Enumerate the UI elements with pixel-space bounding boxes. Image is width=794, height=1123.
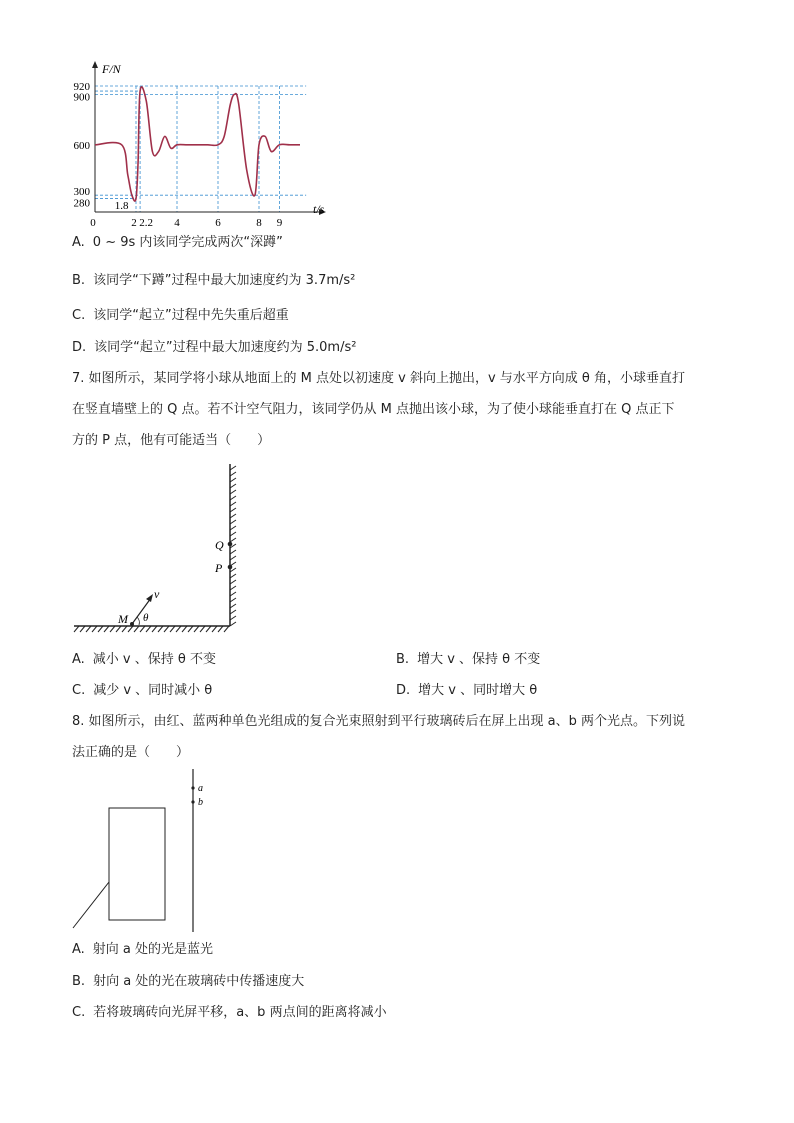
y-tick-label: 300 bbox=[73, 186, 90, 199]
option-label: B. bbox=[72, 273, 86, 288]
force-curve bbox=[95, 87, 300, 201]
q8-stem-line-2: 法正确的是（ ） bbox=[72, 745, 190, 760]
glass-brick bbox=[109, 808, 165, 920]
wall-hatch-mark bbox=[230, 508, 236, 512]
q7-option-b[interactable] bbox=[396, 651, 540, 669]
point-q bbox=[228, 542, 233, 547]
y-axis-arrow bbox=[92, 61, 98, 68]
wall-hatch-mark bbox=[230, 532, 236, 536]
ground-hatch-mark bbox=[110, 626, 115, 632]
wall-hatch-mark bbox=[230, 466, 236, 470]
ground-hatch-mark bbox=[92, 626, 97, 632]
wall-hatch-mark bbox=[230, 484, 236, 488]
x-tick-label: 8 bbox=[256, 217, 262, 229]
option-text: 减小 v 、保持 θ 不变 bbox=[92, 652, 216, 667]
option-text: 增大 v 、保持 θ 不变 bbox=[417, 652, 541, 667]
y-axis-label: F/N bbox=[102, 62, 121, 76]
ground-hatch-mark bbox=[86, 626, 91, 632]
q8-stem-line-1: 8. 如图所示，由红、蓝两种单色光组成的复合光束照射到平行玻璃砖后在屏上出现 a、b 两个光点。下列说 bbox=[72, 714, 686, 729]
label-a: a bbox=[198, 783, 203, 794]
y-tick-label: 600 bbox=[73, 139, 90, 152]
option-text: 0 ~ 9s 内该同学完成两次“深蹲” bbox=[92, 235, 283, 250]
wall-hatch-mark bbox=[230, 556, 236, 560]
q7-option-c[interactable] bbox=[72, 682, 212, 700]
option-text: 射向 a 处的光在玻璃砖中传播速度大 bbox=[93, 974, 305, 989]
x-tick-label: 1.8 bbox=[114, 200, 129, 212]
option-label: D. bbox=[72, 340, 87, 355]
option-text: 该同学“起立”过程中先失重后超重 bbox=[93, 308, 289, 323]
q7-option-a[interactable] bbox=[72, 651, 216, 669]
wall-hatch-mark bbox=[230, 478, 236, 482]
ground-hatch-mark bbox=[98, 626, 103, 632]
wall-hatch-mark bbox=[230, 550, 236, 554]
velocity-arrowhead bbox=[146, 594, 153, 602]
ground-hatch-mark bbox=[200, 626, 205, 632]
q8-option-c[interactable] bbox=[72, 1004, 387, 1022]
label-theta: θ bbox=[143, 612, 149, 624]
label-q: Q bbox=[215, 538, 224, 552]
ground-hatch-mark bbox=[152, 626, 157, 632]
option-label: C. bbox=[72, 308, 86, 323]
label-v: v bbox=[154, 587, 160, 601]
ground-hatch-mark bbox=[134, 626, 139, 632]
wall-hatch-mark bbox=[230, 598, 236, 602]
y-tick-label: 280 bbox=[73, 197, 90, 210]
wall-hatch-mark bbox=[230, 472, 236, 476]
option-label: A. bbox=[72, 652, 85, 667]
x-tick-label: 9 bbox=[276, 217, 283, 229]
wall-hatch-mark bbox=[230, 574, 236, 578]
x-tick-label: 0 bbox=[90, 217, 96, 229]
wall-hatch-mark bbox=[230, 610, 236, 614]
wall-hatch-mark bbox=[230, 586, 236, 590]
point-p bbox=[228, 565, 233, 570]
ground-hatch-mark bbox=[116, 626, 121, 632]
q6-option-d[interactable] bbox=[72, 339, 356, 357]
option-text: 增大 v 、同时增大 θ bbox=[418, 683, 538, 698]
ground-hatch-mark bbox=[170, 626, 175, 632]
ground-hatch-mark bbox=[128, 626, 133, 632]
projectile-wall-figure bbox=[72, 462, 252, 637]
x-axis-label: t/s bbox=[313, 202, 325, 216]
q6-option-b[interactable] bbox=[72, 272, 355, 290]
wall-hatch-mark bbox=[230, 616, 236, 620]
q7-stem-line-2: 在竖直墙壁上的 Q 点。若不计空气阻力，该同学仍从 M 点抛出该小球，为了使小球能垂直打在 Q 点正下 bbox=[72, 402, 675, 417]
ground-hatch-mark bbox=[224, 626, 229, 632]
glass-brick-figure bbox=[70, 766, 220, 936]
wall-hatch-mark bbox=[230, 580, 236, 584]
x-tick-label: 2.2 bbox=[139, 217, 153, 229]
ground-hatch-mark bbox=[146, 626, 151, 632]
option-text: 该同学“起立”过程中最大加速度约为 5.0m/s² bbox=[94, 340, 357, 355]
wall-hatch-mark bbox=[230, 526, 236, 530]
incident-light-beam bbox=[73, 882, 109, 928]
option-text: 该同学“下蹲”过程中最大加速度约为 3.7m/s² bbox=[93, 273, 356, 288]
ground-hatch-mark bbox=[182, 626, 187, 632]
q6-option-a[interactable] bbox=[72, 234, 283, 252]
label-p: P bbox=[215, 561, 223, 575]
ground-hatch-mark bbox=[218, 626, 223, 632]
ground-hatch-mark bbox=[206, 626, 211, 632]
x-tick-label: 4 bbox=[174, 217, 180, 229]
x-tick-label: 2 bbox=[131, 217, 137, 229]
wall-hatch-mark bbox=[230, 490, 236, 494]
angle-arc bbox=[137, 617, 139, 625]
q6-option-c[interactable] bbox=[72, 307, 289, 325]
option-label: D. bbox=[396, 683, 411, 698]
ground-hatch-mark bbox=[212, 626, 217, 632]
q7-stem-line-3: 方的 P 点，他有可能适当（ ） bbox=[72, 433, 271, 448]
ground-hatch-mark bbox=[164, 626, 169, 632]
q7-option-d[interactable] bbox=[396, 682, 537, 700]
wall-hatch-mark bbox=[230, 496, 236, 500]
x-tick-label: 6 bbox=[215, 217, 221, 229]
y-tick-label: 900 bbox=[73, 91, 90, 104]
ground-hatch-mark bbox=[140, 626, 145, 632]
wall-hatch-mark bbox=[230, 520, 236, 524]
label-m: M bbox=[118, 612, 128, 626]
option-label: C. bbox=[72, 1005, 86, 1020]
option-label: B. bbox=[72, 974, 86, 989]
spot-b bbox=[191, 800, 194, 803]
q8-option-b[interactable] bbox=[72, 973, 304, 991]
ground-hatch-mark bbox=[176, 626, 181, 632]
wall-hatch-mark bbox=[230, 592, 236, 596]
wall-hatch-mark bbox=[230, 604, 236, 608]
option-text: 若将玻璃砖向光屏平移，a、b 两点间的距离将减小 bbox=[93, 1005, 387, 1020]
q7-stem-line-1: 7. 如图所示，某同学将小球从地面上的 M 点处以初速度 v 斜向上抛出，v 与水平方向成 θ 角，小球垂直打 bbox=[72, 371, 686, 386]
ground-hatch-mark bbox=[188, 626, 193, 632]
wall-hatch-mark bbox=[230, 502, 236, 506]
ground-hatch-mark bbox=[104, 626, 109, 632]
y-tick-label: 920 bbox=[73, 81, 90, 94]
label-b: b bbox=[198, 797, 203, 808]
option-label: A. bbox=[72, 235, 85, 250]
q8-option-a[interactable] bbox=[72, 941, 213, 959]
option-label: B. bbox=[396, 652, 410, 667]
option-text: 射向 a 处的光是蓝光 bbox=[92, 942, 214, 957]
option-text: 减少 v 、同时减小 θ bbox=[93, 683, 213, 698]
ground-hatch-mark bbox=[158, 626, 163, 632]
point-m bbox=[130, 622, 134, 626]
spot-a bbox=[191, 786, 194, 789]
wall-hatch-mark bbox=[230, 622, 236, 626]
ground-hatch-mark bbox=[194, 626, 199, 632]
option-label: A. bbox=[72, 942, 85, 957]
ground-hatch-mark bbox=[74, 626, 79, 632]
option-label: C. bbox=[72, 683, 86, 698]
ground-hatch-mark bbox=[80, 626, 85, 632]
ground-hatch-mark bbox=[122, 626, 127, 632]
wall-hatch-mark bbox=[230, 514, 236, 518]
wall-hatch-mark bbox=[230, 538, 236, 542]
